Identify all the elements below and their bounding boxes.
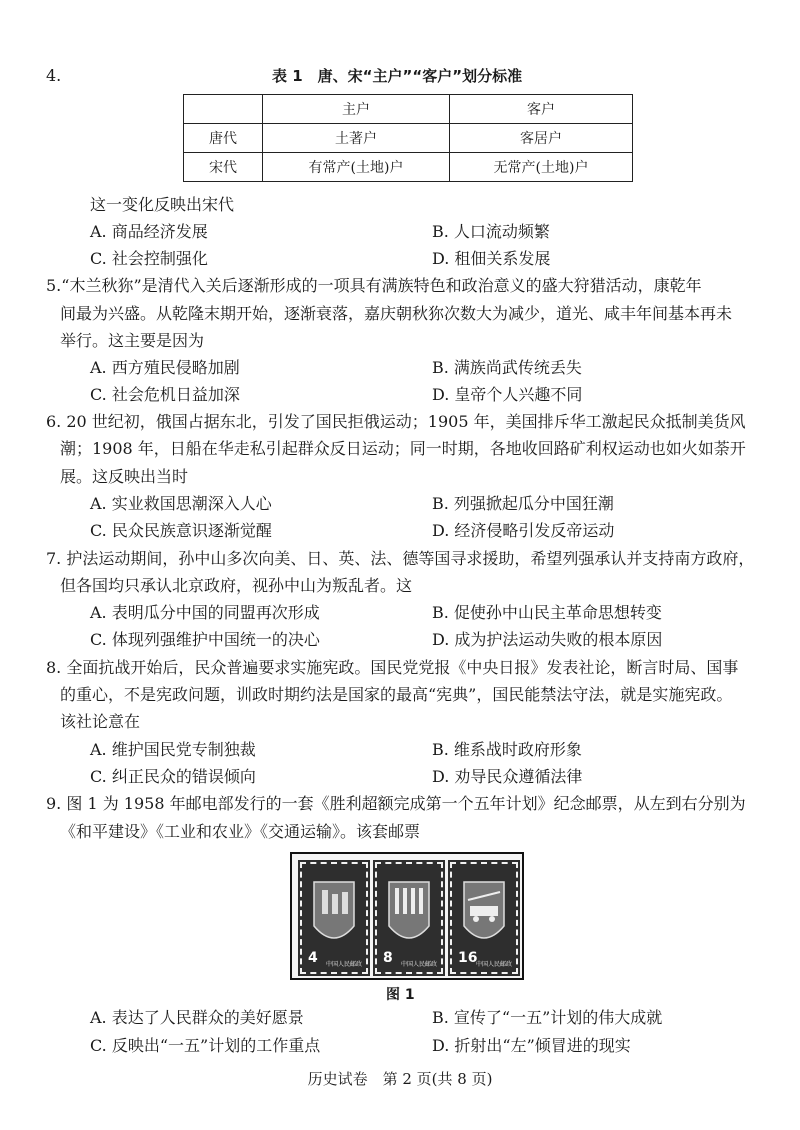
q6-option-c: C. 民众民族意识逐渐觉醒 (90, 521, 272, 540)
q4-option-a: A. 商品经济发展 (90, 222, 208, 241)
q9-option-d: D. 折射出“左”倾冒进的现实 (432, 1036, 631, 1055)
q6-option-b: B. 列强掀起瓜分中国狂潮 (432, 494, 614, 513)
table-cell: 宋代 (184, 153, 263, 182)
q4-option-c: C. 社会控制强化 (90, 249, 208, 268)
q9-option-c: C. 反映出“一五”计划的工作重点 (90, 1036, 321, 1055)
q7-option-b: B. 促使孙中山民主革命思想转变 (432, 603, 662, 622)
q5-option-a: A. 西方殖民侵略加剧 (90, 358, 240, 377)
q8-line-2: 的重心，不是宪政问题，训政时期约法是国家的最高“宪典”，国民能禁法守法，就是实施宪政。 (60, 685, 733, 704)
q8-line-1: 8. 全面抗战开始后，民众普遍要求实施宪政。国民党党报《中央日报》发表社论，断言时局、国事 (46, 658, 739, 677)
q5-option-c: C. 社会危机日益加深 (90, 385, 240, 404)
q7-option-d: D. 成为护法运动失败的根本原因 (432, 630, 663, 649)
q7-option-c: C. 体现列强维护中国统一的决心 (90, 630, 320, 649)
table-header-cell: 主户 (263, 95, 450, 124)
q9-option-b: B. 宣传了“一五”计划的伟大成就 (432, 1008, 663, 1027)
q6-line-1: 6. 20 世纪初，俄国占据东北，引发了国民拒俄运动；1905 年，美国排斥华工激起民众抵制美货风 (46, 412, 746, 431)
q4-stem: 这一变化反映出宋代 (90, 195, 235, 214)
q5-option-b: B. 满族尚武传统丢失 (432, 358, 582, 377)
stamp-country-text: 中国人民邮政 (400, 961, 437, 968)
q7-line-1: 7. 护法运动期间，孙中山多次向美、日、英、法、德等国寻求援助，希望列强承认并支持南方政府， (46, 549, 755, 568)
table-row (184, 153, 633, 182)
q8-option-a: A. 维护国民党专制独裁 (90, 740, 256, 759)
q9-line-1: 9. 图 1 为 1958 年邮电部发行的一套《胜利超额完成第一个五年计划》纪念邮票，从左到右分别为 (46, 794, 746, 813)
q8-option-d: D. 劝导民众遵循法律 (432, 767, 583, 786)
figure-caption: 图 1 (386, 987, 415, 1003)
stamp-value: 8 (383, 950, 393, 966)
q5-line-2: 间最为兴盛。从乾隆末期开始，逐渐衰落，嘉庆朝秋狝次数大为减少，道光、咸丰年间基本再未 (60, 304, 733, 323)
table-header-cell: 客户 (450, 95, 633, 124)
q4-option-b: B. 人口流动频繁 (432, 222, 550, 241)
q6-line-3: 展。这反映出当时 (60, 467, 189, 486)
stamp-peaceful-construction (300, 862, 368, 974)
page-footer: 历史试卷 第 2 页(共 8 页) (307, 1070, 493, 1088)
stamp-country-text: 中国人民邮政 (325, 961, 362, 968)
q7-line-2: 但各国均只承认北京政府，视孙中山为叛乱者。这 (60, 576, 413, 595)
table-title: 表 1 唐、宋“主户”“客户”划分标准 (272, 67, 523, 85)
q5-option-d: D. 皇帝个人兴趣不同 (432, 385, 583, 404)
stamp-figure (290, 852, 524, 980)
q8-option-b: B. 维系战时政府形象 (432, 740, 582, 759)
table-header-cell (184, 95, 263, 124)
q8-option-c: C. 纠正民众的错误倾向 (90, 767, 256, 786)
q9-line-2: 《和平建设》《工业和农业》《交通运输》。该套邮票 (60, 822, 421, 841)
table-cell: 有常产(土地)户 (263, 153, 450, 182)
q6-option-d: D. 经济侵略引发反帝运动 (432, 521, 615, 540)
classification-table (183, 94, 633, 182)
q4-number: 4. (46, 66, 62, 85)
stamp-value: 16 (458, 950, 478, 966)
q6-line-2: 潮；1908 年，日船在华走私引起群众反日运动；同一时期，各地收回路矿利权运动也如火如荼开 (60, 439, 746, 458)
table-cell: 无常产(土地)户 (450, 153, 633, 182)
table-cell: 唐代 (184, 124, 263, 153)
table-header-row (184, 95, 633, 124)
stamp-industry-agriculture (375, 862, 443, 974)
q6-option-a: A. 实业救国思潮深入人心 (90, 494, 272, 513)
q5-line-1: 5.“木兰秋狝”是清代入关后逐渐形成的一项具有满族特色和政治意义的盛大狩猎活动，康乾年 (46, 276, 702, 295)
table-cell: 土著户 (263, 124, 450, 153)
q9-option-a: A. 表达了人民群众的美好愿景 (90, 1008, 304, 1027)
q7-option-a: A. 表明瓜分中国的同盟再次形成 (90, 603, 320, 622)
q8-line-3: 该社论意在 (60, 712, 141, 731)
table-row (184, 124, 633, 153)
stamp-value: 4 (308, 950, 318, 966)
stamp-country-text: 中国人民邮政 (475, 961, 512, 968)
table-cell: 客居户 (450, 124, 633, 153)
q5-line-3: 举行。这主要是因为 (60, 331, 205, 350)
stamp-transportation (450, 862, 518, 974)
q4-option-d: D. 租佃关系发展 (432, 249, 551, 268)
